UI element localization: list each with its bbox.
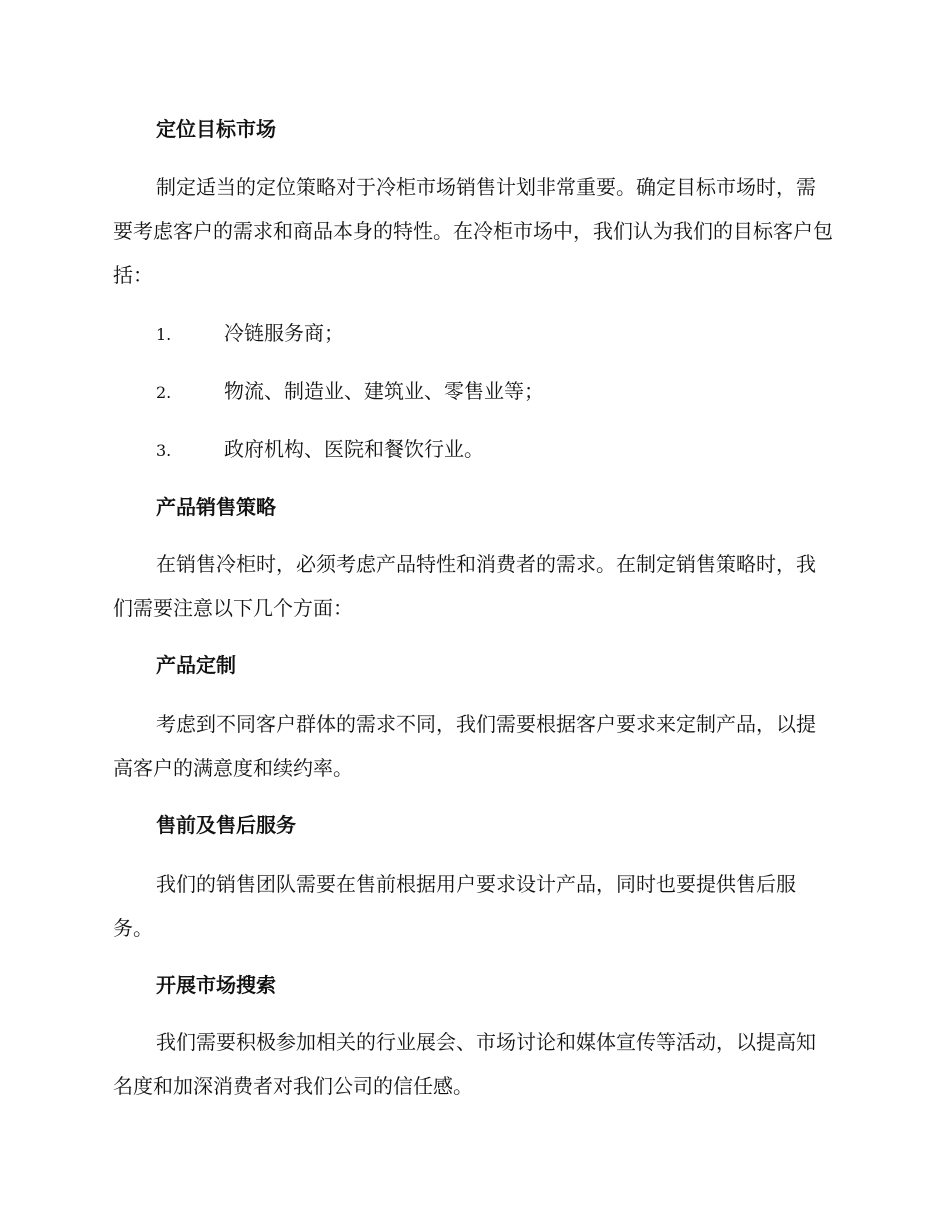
list-text: 冷链服务商； [224, 321, 344, 345]
list-number: 2. [156, 383, 172, 402]
paragraph-target-market: 制定适当的定位策略对于冷柜市场销售计划非常重要。确定目标市场时，需要考虑客户的需求和商品本身的特性。在冷柜市场中，我们认为我们的目标客户包括： [113, 175, 833, 287]
paragraph-sales-strategy: 在销售冷柜时，必须考虑产品特性和消费者的需求。在制定销售策略时，我们需要注意以下几个方面： [113, 552, 816, 620]
paragraph-service: 我们的销售团队需要在售前根据用户要求设计产品，同时也要提供售后服务。 [113, 872, 796, 940]
heading-target-market: 定位目标市场 [156, 117, 276, 141]
list-item [113, 369, 876, 415]
list-text: 物流、制造业、建筑业、零售业等； [224, 379, 544, 403]
paragraph-market-search: 我们需要积极参加相关的行业展会、市场讨论和媒体宣传等活动，以提高知名度和加深消费者对我们公司的信任感。 [113, 1030, 816, 1098]
list-text: 政府机构、医院和餐饮行业。 [224, 437, 484, 461]
list-item [113, 427, 876, 473]
heading-customization: 产品定制 [156, 653, 236, 677]
list-number: 3. [156, 441, 172, 460]
list-item [113, 311, 876, 357]
heading-market-search: 开展市场搜索 [156, 973, 276, 997]
heading-sales-strategy: 产品销售策略 [156, 495, 276, 519]
list-number: 1. [156, 325, 172, 344]
heading-service: 售前及售后服务 [156, 813, 296, 837]
paragraph-customization: 考虑到不同客户群体的需求不同，我们需要根据客户要求来定制产品，以提高客户的满意度和续约率。 [113, 712, 816, 780]
